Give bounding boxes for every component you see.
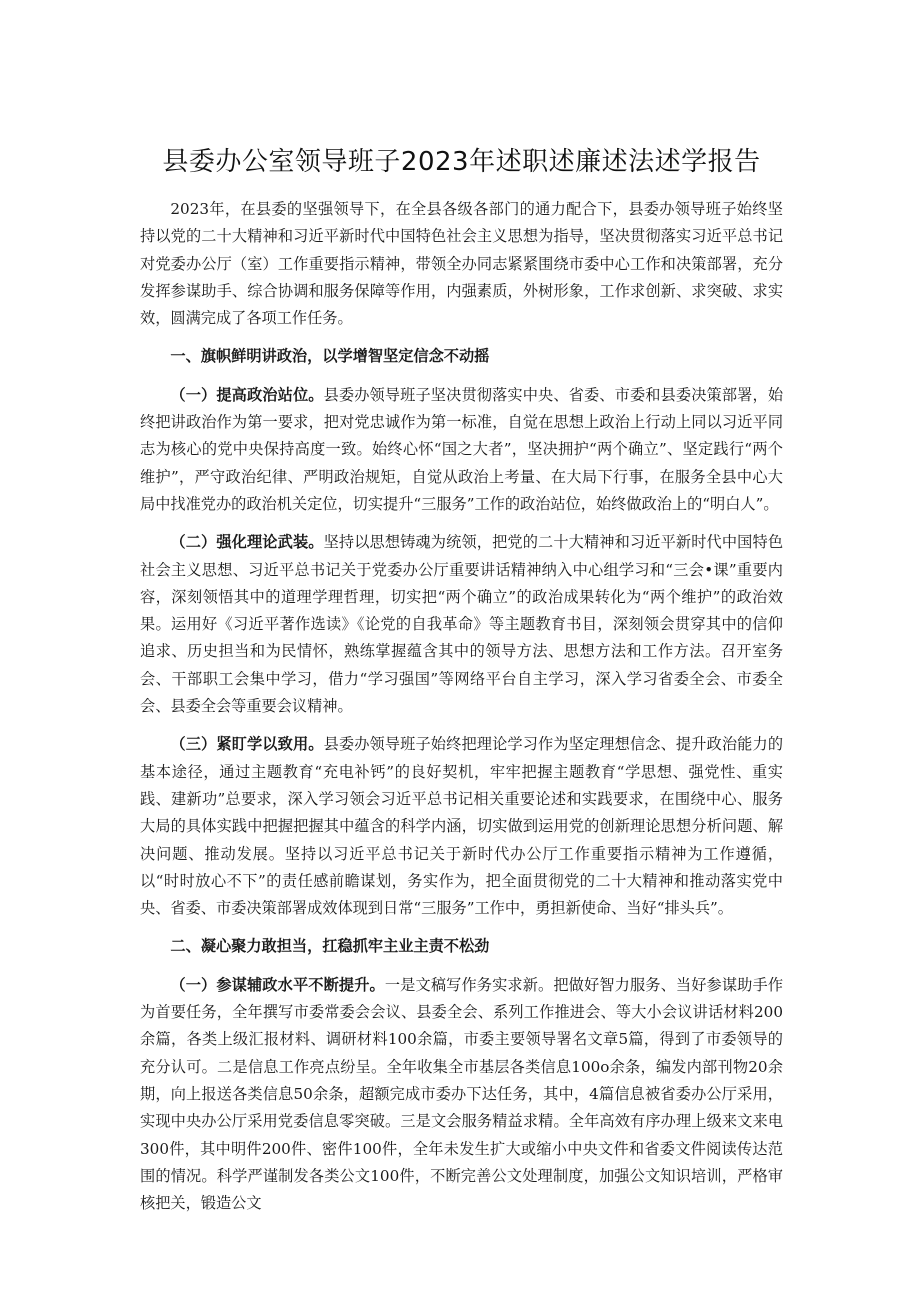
section-1-paragraph-1 (140, 382, 783, 518)
section-2-paragraph-1 (140, 972, 783, 1218)
section-1-paragraph-2 (140, 529, 783, 720)
section-1-paragraph-2-body: 坚持以思想铸魂为统领，把党的二十大精神和习近平新时代中国特色社会主义思想、习近平总书记关于党委办公厅重要讲话精神纳入中心组学习和“三会•课”重要内容，深刻领悟其中的道理学理哲理，切实把“两个确立”的政治成果转化为“两个维护”的政治效果。运用好《习近平著作选读》《论党的自我革命》等主题教育书目，深刻领会贯穿其中的信仰追求、历史担当和为民情怀，熟练掌握蕴含其中的领导方法、思想方法和工作方法。召开室务会、干部职工会集中学习，借力“学习强国”等网络平台自主学习，深入学习省委全会、市委全会、县委全会等重要会议精神。 (140, 533, 784, 716)
intro-paragraph: 2023年，在县委的坚强领导下，在全县各级各部门的通力配合下，县委办领导班子始终坚持以党的二十大精神和习近平新时代中国特色社会主义思想为指导，坚决贯彻落实习近平总书记对党委办公厅（室）工作重要指示精神，带领全办同志紧紧围绕市委中心工作和决策部署，充分发挥参谋助手、综合协调和服务保障等作用，内强素质，外树形象，工作求创新、求突破、求实效，圆满完成了各项工作任务。 (140, 200, 783, 328)
section-1-paragraph-3 (140, 731, 783, 922)
section-1-paragraph-3-body: 县委办领导班子始终把理论学习作为坚定理想信念、提升政治能力的基本途径，通过主题教育“充电补钙”的良好契机，牢牢把握主题教育“学思想、强党性、重实践、建新功”总要求，深入学习领会习近平总书记相关重要论述和实践要求，在围绕中心、服务大局的具体实践中把握把握其中蕴含的科学内涵，切实做到运用党的创新理论思想分析问题、解决问题、推动发展。坚持以习近平总书记关于新时代办公厅工作重要指示精神为工作遵循，以“时时放心不下”的责任感前瞻谋划，务实作为，把全面贯彻党的二十大精神和推动落实党中央、省委、市委决策部署成效体现到日常“三服务”工作中，勇担新使命、当好“排头兵”。 (140, 735, 784, 918)
document-page (140, 140, 783, 1228)
section-2-paragraph-1-body: 一是文稿写作务实求新。把做好智力服务、当好参谋助手作为首要任务，全年撰写市委常委会会议、县委全会、系列工作推进会、等大小会议讲话材料200余篇，各类上级汇报材料、调研材料100余篇，市委主要领导署名文章5篇，得到了市委领导的充分认可。二是信息工作亮点纷呈。全年收集全市基层各类信息100o余条，编发内部刊物20余期，向上报送各类信息50余条，超额完成市委办下达任务，其中，4篇信息被省委办公厅采用，实现中央办公厅采用党委信息零突破。三是文会服务精益求精。全年高效有序办理上级来文来电300件，其中明件200件、密件100件，全年未发生扩大或缩小中央文件和省委文件阅读传达范围的情况。科学严谨制发各类公文100件，不断完善公文处理制度，加强公文知识培训，严格审核把关，锻造公文 (140, 975, 784, 1213)
section-1-paragraph-3-lead: （三）紧盯学以致用。 (170, 735, 324, 754)
section-2-heading: 二、凝心聚力敢担当，扛稳抓牢主业主责不松劲 (170, 937, 490, 956)
document-title: 县委办公室领导班子2023年述职述廉述法述学报告 (162, 147, 761, 177)
section-1-paragraph-1-body: 县委办领导班子坚决贯彻落实中央、省委、市委和县委决策部署，始终把讲政治作为第一要求，把对党忠诚作为第一标准，自觉在思想上政治上行动上同以习近平同志为核心的党中央保持高度一致。始终心怀“国之大者”，坚决拥护“两个确立”、坚定践行“两个维护”，严守政治纪律、严明政治规矩，自觉从政治上考量、在大局下行事，在服务全县中心大局中找准党办的政治机关定位，切实提升“三服务”工作的政治站位，始终做政治上的“明白人”。 (140, 385, 784, 513)
section-1-heading: 一、旗帜鲜明讲政治，以学增智坚定信念不动摇 (170, 347, 490, 366)
section-1-paragraph-1-lead: （一）提高政治站位。 (170, 385, 324, 404)
section-1-paragraph-2-lead: （二）强化理论武装。 (170, 533, 324, 552)
section-2-paragraph-1-lead: （一）参谋辅政水平不断提升。 (170, 975, 385, 994)
